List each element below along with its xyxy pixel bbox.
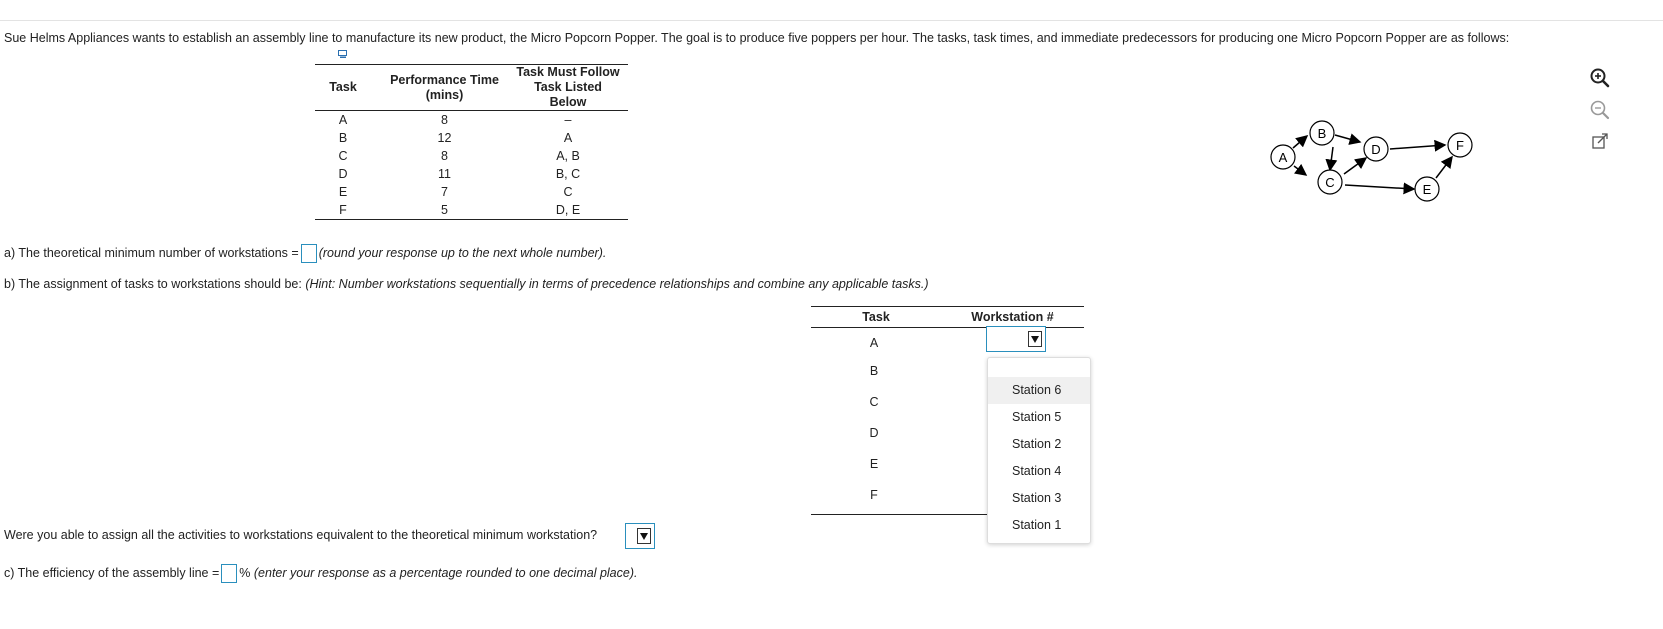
zoom-in-icon[interactable] <box>1588 66 1612 90</box>
question-a-text: a) The theoretical minimum number of workstations = <box>4 245 299 260</box>
top-divider <box>0 20 1663 21</box>
dropdown-option[interactable]: Station 1 <box>1012 518 1062 532</box>
cell-pred: D, E <box>555 203 581 217</box>
edge-a-b <box>1293 136 1307 148</box>
cell-pred: A, B <box>556 149 580 163</box>
svg-text:B: B <box>1317 126 1327 141</box>
question-a-hint: (round your response up to the next whole number). <box>318 245 607 260</box>
dropdown-option[interactable]: Station 4 <box>1012 464 1062 478</box>
assignment-task: F <box>870 488 878 502</box>
workstation-dropdown-menu <box>987 357 1091 544</box>
question-a <box>4 244 606 263</box>
copy-table-icon[interactable] <box>338 50 348 59</box>
assignment-task: C <box>869 395 879 409</box>
edge-d-f <box>1390 145 1445 149</box>
efficiency-input[interactable] <box>221 564 237 583</box>
question-c-text: c) The efficiency of the assembly line = <box>4 565 220 580</box>
table-row <box>315 147 628 165</box>
svg-text:E: E <box>1422 182 1432 197</box>
table-row <box>315 129 628 147</box>
diagram-node-c <box>1318 170 1342 194</box>
open-external-icon[interactable] <box>1588 130 1612 154</box>
header-pred-line2: Task Listed Below <box>534 80 602 109</box>
question-b-text: b) The assignment of tasks to workstations should be: <box>4 277 302 291</box>
diagram-node-f <box>1448 133 1472 157</box>
theoretical-min-select[interactable] <box>625 523 655 549</box>
assignment-header-task: Task <box>862 310 890 324</box>
table-row <box>315 183 628 201</box>
header-predecessor <box>508 65 628 111</box>
cell-time: 5 <box>441 203 448 217</box>
question-b-hint: (Hint: Number workstations sequentially in terms of precedence relationships and combine any applicable tasks.) <box>305 277 929 291</box>
question-b <box>4 277 929 291</box>
cell-task: B <box>338 131 348 145</box>
assignment-task: D <box>869 426 879 440</box>
min-workstations-input[interactable] <box>301 244 317 263</box>
cell-pred: C <box>563 185 573 199</box>
question-c <box>4 564 637 583</box>
question-theoretical: Were you able to assign all the activities to workstations equivalent to the theoretical minimum workstation? <box>4 528 598 542</box>
svg-text:D: D <box>1371 142 1381 157</box>
header-pred-line1: Task Must Follow <box>516 65 620 79</box>
precedence-diagram <box>1270 120 1480 202</box>
assignment-header-station: Workstation # <box>971 310 1054 324</box>
assignment-task: B <box>869 364 879 378</box>
edge-e-f <box>1436 157 1452 178</box>
cell-pred: A <box>563 131 573 145</box>
dropdown-option[interactable]: Station 3 <box>1012 491 1062 505</box>
cell-time: 8 <box>441 113 448 127</box>
assignment-header <box>811 306 1084 328</box>
cell-task: D <box>338 167 348 181</box>
cell-task: C <box>338 149 348 163</box>
dropdown-option[interactable]: Station 6 <box>988 377 1090 404</box>
header-performance-time <box>381 65 508 111</box>
diagram-node-e <box>1415 177 1439 201</box>
svg-text:A: A <box>1278 150 1288 165</box>
dropdown-option[interactable]: Station 2 <box>1012 437 1062 451</box>
question-c-hint: (enter your response as a percentage rounded to one decimal place). <box>253 565 638 580</box>
edge-b-d <box>1335 135 1360 142</box>
assignment-task: A <box>869 336 879 350</box>
chevron-down-icon[interactable] <box>1028 331 1042 347</box>
percent-sign: % <box>239 565 251 580</box>
diagram-node-a <box>1271 145 1295 169</box>
workstation-select-a[interactable] <box>986 326 1046 352</box>
header-task: Task <box>329 80 357 94</box>
task-table <box>315 64 628 220</box>
cell-task: F <box>339 203 347 217</box>
cell-pred: B, C <box>555 167 581 181</box>
edge-c-e <box>1345 185 1414 189</box>
cell-time: 8 <box>441 149 448 163</box>
dropdown-option[interactable]: Station 5 <box>1012 410 1062 424</box>
assignment-task: E <box>869 457 879 471</box>
cell-time: 7 <box>441 185 448 199</box>
header-time-line2: (mins) <box>425 87 464 102</box>
cell-task: A <box>338 113 348 127</box>
edge-c-d <box>1344 158 1366 174</box>
table-row <box>315 111 628 130</box>
edge-b-c <box>1330 147 1333 170</box>
table-row <box>315 201 628 220</box>
svg-text:F: F <box>1456 138 1464 153</box>
cell-time: 12 <box>437 131 452 145</box>
cell-task: E <box>338 185 348 199</box>
header-time-line1: Performance Time <box>390 72 499 87</box>
problem-intro: Sue Helms Appliances wants to establish an assembly line to manufacture its new product, the Micro Popcorn Popper. The goal is to produce five poppers per hour. The tasks, task times, and immediate predecessors for producing one Micro Popcorn Popper are as follows: <box>4 31 1510 45</box>
edge-a-c <box>1294 166 1306 175</box>
cell-time: 11 <box>438 167 451 181</box>
table-row <box>315 165 628 183</box>
cell-pred: – <box>564 113 572 127</box>
chevron-down-icon[interactable] <box>637 528 651 544</box>
zoom-out-icon[interactable] <box>1588 98 1612 122</box>
diagram-node-d <box>1364 137 1388 161</box>
diagram-node-b <box>1310 121 1334 145</box>
svg-text:C: C <box>1325 175 1335 190</box>
